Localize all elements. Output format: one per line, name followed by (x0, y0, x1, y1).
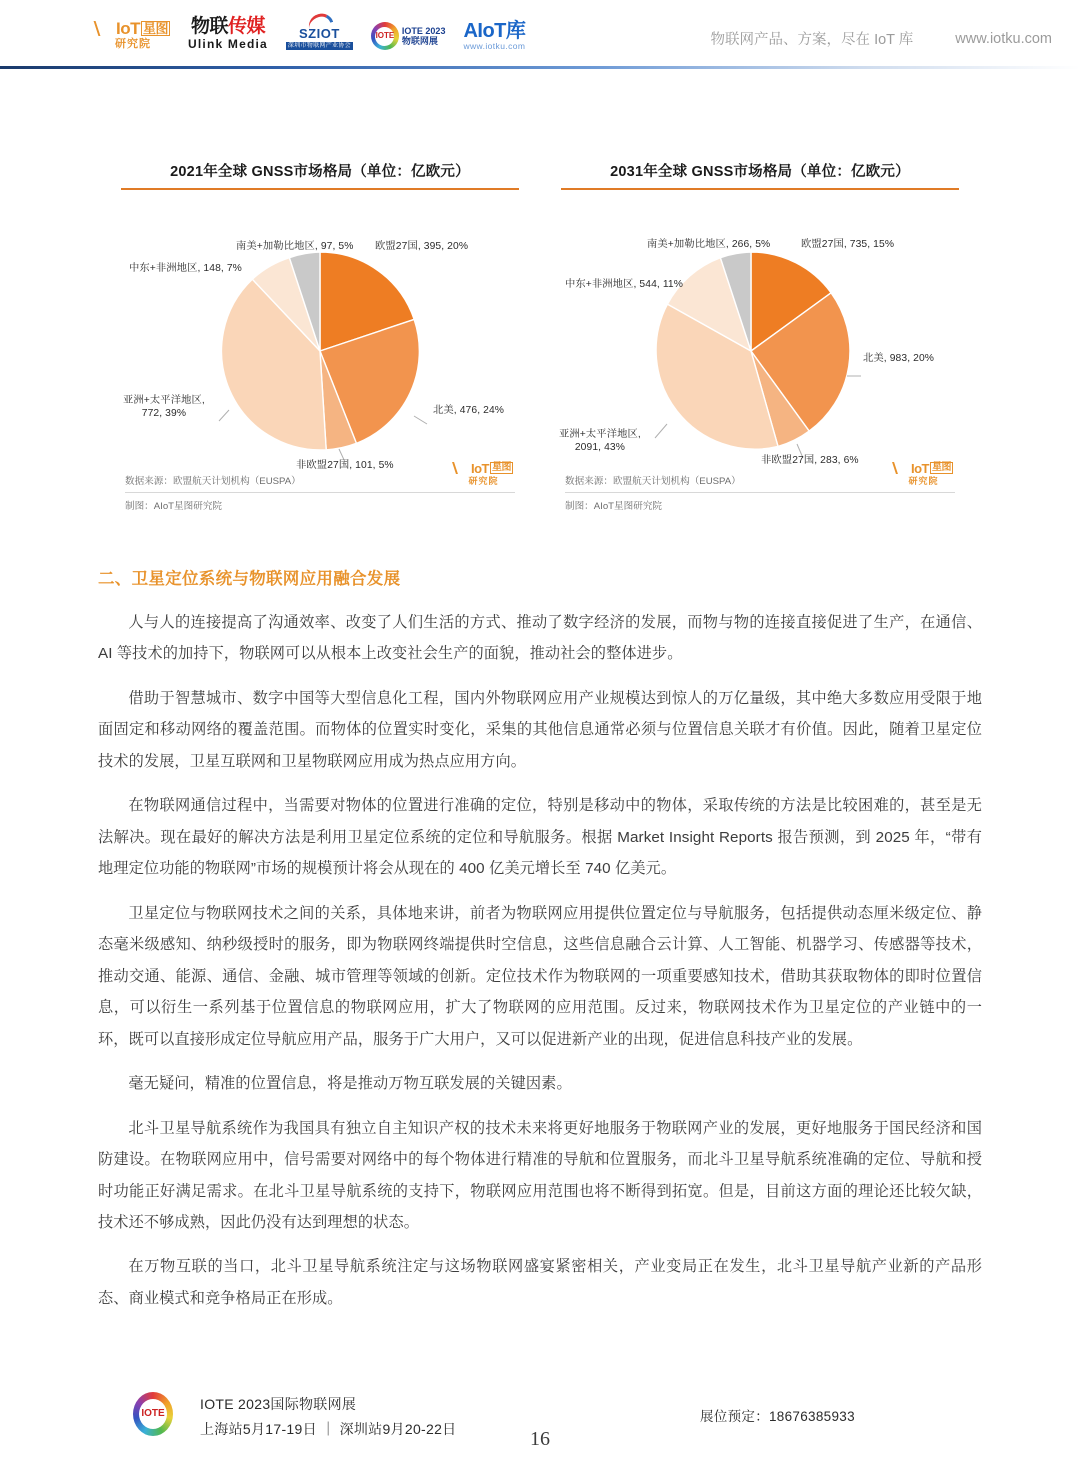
pie-label-eu27: 欧盟27国, 395, 20% (375, 240, 469, 252)
logo-sziot (286, 14, 353, 50)
header-logo-group (96, 14, 525, 50)
chart-title-underline (561, 188, 959, 190)
chart-credit-2031: 制图：AIoT星图研究院 (565, 500, 663, 512)
pie-label-north-america: 北美, 476, 24% (433, 404, 505, 416)
page-number: 16 (530, 1428, 550, 1450)
logo-iote-line1: IOTE 2023 (401, 25, 446, 36)
logo-ulink-media (188, 17, 268, 50)
ulink-cn-black: 物联 (190, 16, 228, 37)
section-heading: 二、卫星定位系统与物联网应用融合发展 (98, 570, 401, 588)
logo-iote-2023 (371, 22, 446, 50)
chart-source-text-2021: 数据来源：欧盟航天计划机构（EUSPA） (125, 475, 301, 487)
body-paragraph: 卫星定位与物联网技术之间的关系，具体地来讲，前者为物联网应用提供位置定位与导航服务，包括提供动态厘米级定位、静态毫米级感知、纳秒级授时的服务，即为物联网终端提供时空信息，这些信息融合云计算、人工智能、机器学习、传感器等技术，推动交通、能源、通信、金融、城市管理等领域的创新。定位技术作为物联网的一项重要感知技术，借助其获取物体的即时位置信息，可以衍生一系列基于位置信息的物联网应用，扩大了物联网的应用范围。反过来，物联网技术作为卫星定位的产业链中的一环，既可以直接形成定位导航应用产品，服务于广大用户，又可以促进新产业的出现，促进信息科技产业的发展。 (98, 904, 982, 1048)
document-body (98, 565, 982, 1327)
chart-footer-logo-2021 (454, 462, 513, 486)
logo-aiot-line1: IoT 星图 (96, 20, 170, 37)
leader-line-north-america (414, 416, 427, 424)
body-paragraph: 毫无疑问，精准的位置信息，将是推动万物互联发展的关键因素。 (128, 1075, 572, 1093)
footer-logo-line1: IoT 星图 (894, 462, 953, 475)
body-paragraph: 在物联网通信过程中，当需要对物体的位置进行准确的定位，特别是移动中的物体，采取传统的方法是比较困难的，甚至是无法解决。现在最好的解决方法是利用卫星定位系统的定位和导航服务。根据 Market Insight Reports 报告预测，到 2025 年，“带有地理定位功能的物联网”市场的规模预计将会从现在的 400 亿美元增长至 740 亿美元。 (98, 797, 982, 878)
footer-logo-line2: 研究院 (908, 475, 939, 486)
pie-label-mea: 中东+非洲地区, 148, 7% (129, 262, 242, 274)
ulink-cn-red: 传媒 (227, 16, 265, 37)
pie-chart-2021 (111, 196, 529, 471)
leader-line-asia-pacific (655, 424, 667, 438)
logo-ulink-line2: Ulink Media (188, 37, 268, 51)
logo-iotku-line1: AIoT库 (463, 19, 526, 42)
footer-booth-contact: 展位预定：18676385933 (700, 1409, 855, 1424)
logo-iote-line2: 物联网展 (401, 36, 438, 46)
pie-label-asia-pacific-l1: 亚洲+太平洋地区, (559, 428, 641, 440)
logo-sziot-line2: 深圳市物联网产业协会 (287, 43, 351, 49)
chart-credit-2021: 制图：AIoT星图研究院 (125, 500, 223, 512)
chart-card-2031 (551, 160, 969, 515)
logo-ulink-line1 (191, 17, 265, 36)
pie-label-asia-pacific-l1: 亚洲+太平洋地区, (123, 394, 205, 406)
header-tagline-group (711, 28, 1052, 49)
chart-title-underline (121, 188, 519, 190)
pie-label-asia-pacific (559, 428, 641, 456)
charts-row (0, 160, 1080, 515)
body-paragraph: 人与人的连接提高了沟通效率、改变了人们生活的方式、推动了数字经济的发展，而物与物的连接直接促进了生产，在通信、AI 等技术的加持下，物联网可以从根本上改变社会生产的面貌，推动社会的整体进步。 (98, 614, 982, 663)
page-header (0, 0, 1080, 68)
pie-label-non-eu27: 非欧盟27国, 101, 5% (296, 459, 394, 471)
logo-aiot-research-institute (96, 20, 170, 50)
pie-svg-2021 (111, 196, 529, 468)
pie-label-sa-caribbean: 南美+加勒比地区, 266, 5% (647, 238, 771, 250)
iote-badge-text: IOTE (375, 27, 394, 46)
aiot-a-mark-icon (452, 462, 471, 474)
chart-title-2031: 2031年全球 GNSS市场格局（单位：亿欧元） (610, 164, 910, 180)
header-website: www.iotku.com (955, 30, 1052, 47)
body-paragraph: 借助于智慧城市、数字中国等大型信息化工程，国内外物联网应用产业规模达到惊人的万亿量级，其中绝大多数应用受限于地面固定和移动网络的覆盖范围。而物体的位置实时变化，采集的其他信息通常必须与位置信息关联才有价值。因此，随着卫星定位技术的发展，卫星互联网和卫星物联网应用成为热点应用方向。 (98, 689, 982, 770)
pie-label-asia-pacific-l2: 772, 39% (141, 408, 187, 420)
chart-footer-logo-2031 (894, 462, 953, 486)
footer-logo-line2: 研究院 (468, 475, 499, 486)
pie-label-eu27: 欧盟27国, 735, 15% (801, 238, 895, 250)
footer-iote-badge: IOTE (139, 1399, 167, 1429)
pie-label-non-eu27: 非欧盟27国, 283, 6% (761, 454, 859, 466)
leader-line-asia-pacific (219, 410, 229, 421)
body-paragraph: 在万物互联的当口，北斗卫星导航系统注定与这场物联网盛宴紧密相关，产业变局正在发生，北斗卫星导航产业新的产品形态、商业模式和竞争格局正在形成。 (98, 1258, 982, 1307)
header-tagline: 物联网产品、方案，尽在 IoT 库 (710, 32, 914, 48)
pie-label-asia-pacific-l2: 2091, 43% (574, 442, 625, 454)
iote-globe-icon (371, 22, 399, 50)
footer-logo-line1: IoT 星图 (454, 462, 513, 475)
chart-card-2021 (111, 160, 529, 515)
pie-chart-2031 (551, 196, 969, 468)
logo-aiot-line2: 研究院 (115, 38, 151, 50)
pie-label-mea: 中东+非洲地区, 544, 11% (565, 278, 683, 290)
footer-event-name: IOTE 2023国际物联网展 (200, 1396, 357, 1412)
logo-iotku-line2: www.iotku.com (463, 40, 526, 51)
body-paragraph: 北斗卫星导航系统作为我国具有独立自主知识产权的技术未来将更好地服务于物联网产业的发展，更好地服务于国民经济和国防建设。在物联网应用中，信号需要对网络中的每个物体进行精准的导航和位置服务，而北斗卫星导航系统准确的定位、导航和授时功能正好满足需求。在北斗卫星导航系统的支持下，物联网应用范围也将不断得到拓宽。但是，目前这方面的理论还比较欠缺，技术还不够成熟，因此仍没有达到理想的状态。 (98, 1119, 982, 1231)
pie-label-asia-pacific (123, 394, 205, 422)
pie-label-sa-caribbean: 南美+加勒比地区, 97, 5% (236, 240, 354, 252)
aiot-a-mark-icon (892, 462, 911, 474)
chart-source-text-2031: 数据来源：欧盟航天计划机构（EUSPA） (565, 475, 741, 487)
logo-aiot-ku (463, 21, 525, 51)
aiot-a-mark-icon (94, 21, 117, 36)
logo-sziot-line1: SZIOT (299, 26, 340, 41)
footer-event-dates: 上海站5月17-19日 ｜ 深圳站9月20-22日 (200, 1420, 457, 1437)
header-divider (0, 66, 1080, 69)
pie-label-north-america: 北美, 983, 20% (863, 352, 935, 364)
chart-title-2021: 2021年全球 GNSS市场格局（单位：亿欧元） (170, 164, 470, 180)
